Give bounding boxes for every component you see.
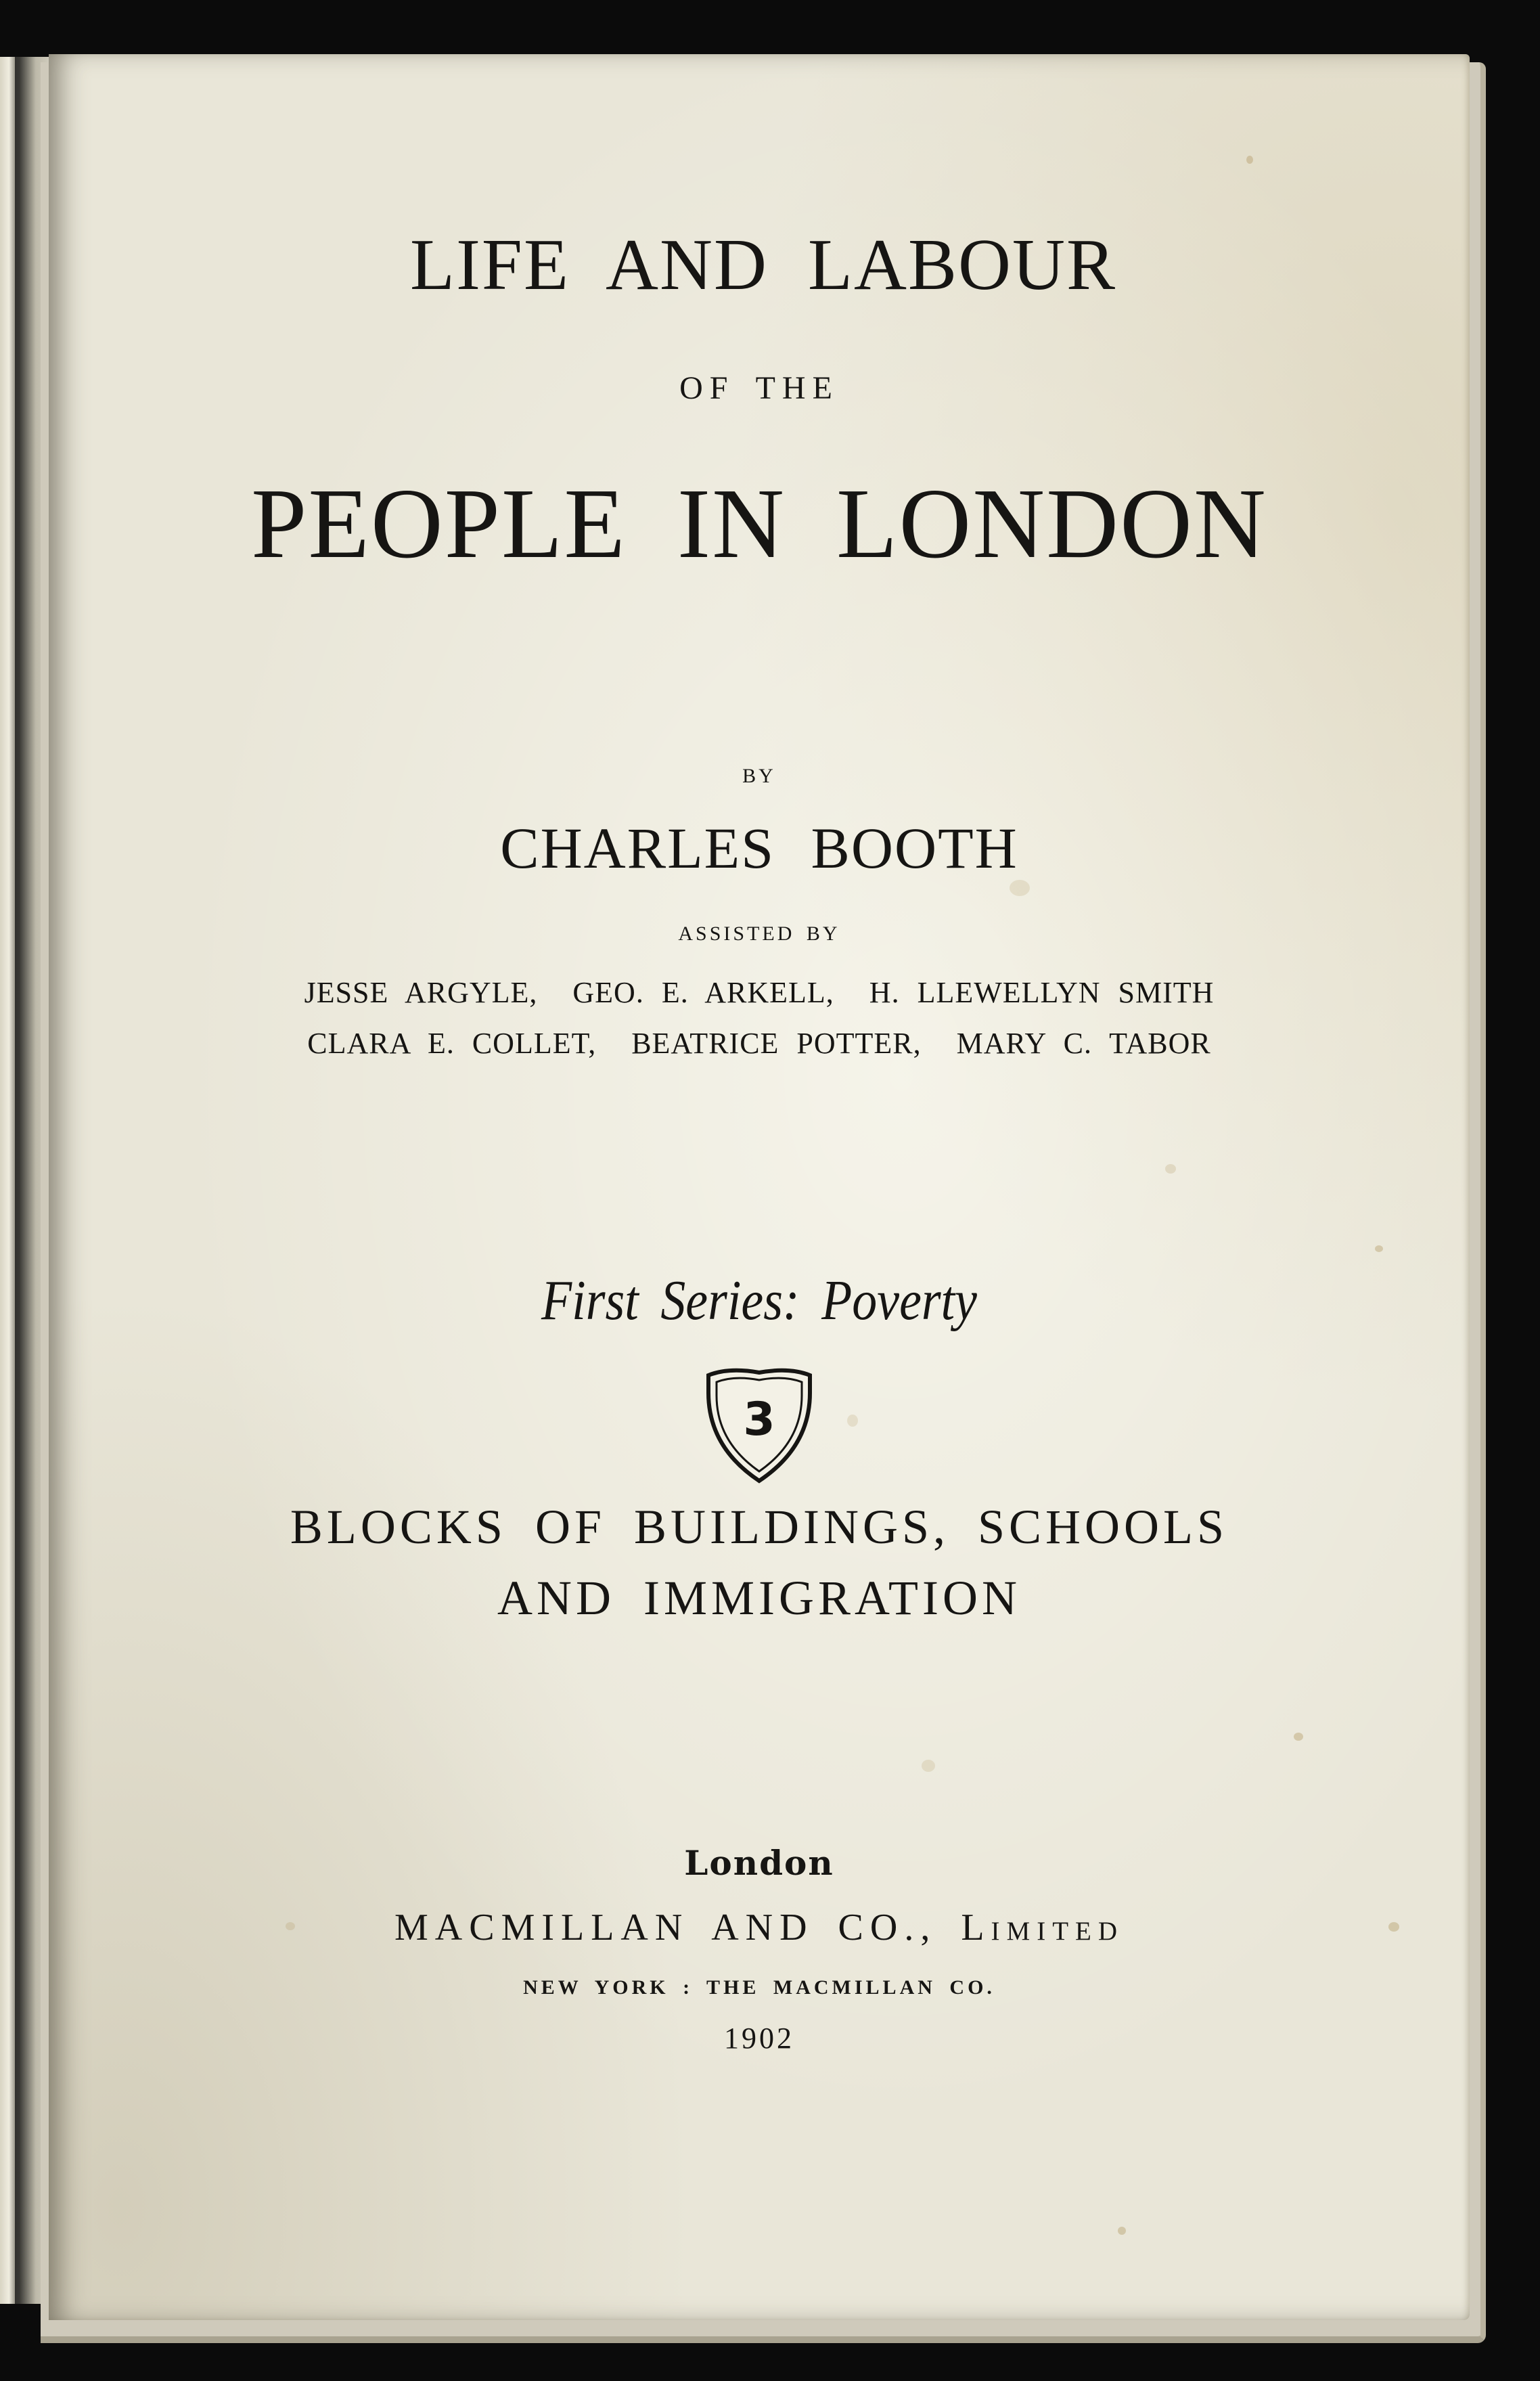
volume-shield	[49, 1366, 1470, 1488]
publisher-name: MACMILLAN AND CO., Limited	[394, 1907, 1125, 1949]
author-name: CHARLES BOOTH	[500, 816, 1018, 881]
by-label: BY	[742, 765, 776, 787]
foxing-spot	[1294, 1733, 1303, 1741]
series-title: First Series: Poverty	[541, 1269, 977, 1332]
assistants-line-1: JESSE ARGYLE, GEO. E. ARKELL, H. LLEWELLYN SMITH	[304, 976, 1215, 1009]
foxing-spot	[1165, 1164, 1176, 1174]
title-page	[49, 54, 1470, 2320]
foxing-spot	[1118, 2227, 1126, 2235]
title-line-2: OF THE	[679, 370, 839, 406]
assistants-line-2: CLARA E. COLLET, BEATRICE POTTER, MARY C. TABOR	[307, 1027, 1211, 1060]
assisted-by-label: ASSISTED BY	[678, 922, 840, 945]
title-line-3: PEOPLE IN LONDON	[251, 468, 1267, 579]
shield-icon	[702, 1366, 817, 1485]
subject-line-2: AND IMMIGRATION	[497, 1571, 1021, 1625]
publication-year: 1902	[724, 2022, 794, 2055]
subject-line-1: BLOCKS OF BUILDINGS, SCHOOLS	[290, 1500, 1229, 1554]
foxing-spot	[1246, 156, 1253, 164]
foxing-spot	[1010, 880, 1030, 896]
foxing-spot	[1375, 1245, 1383, 1252]
previous-page-edge	[0, 57, 15, 2304]
foxing-spot	[922, 1760, 935, 1772]
imprint-place: London	[684, 1843, 834, 1883]
publisher-new-york: NEW YORK : THE MACMILLAN CO.	[523, 1976, 995, 1999]
volume-number: 3	[743, 1393, 775, 1446]
title-line-1: LIFE AND LABOUR	[409, 225, 1117, 305]
